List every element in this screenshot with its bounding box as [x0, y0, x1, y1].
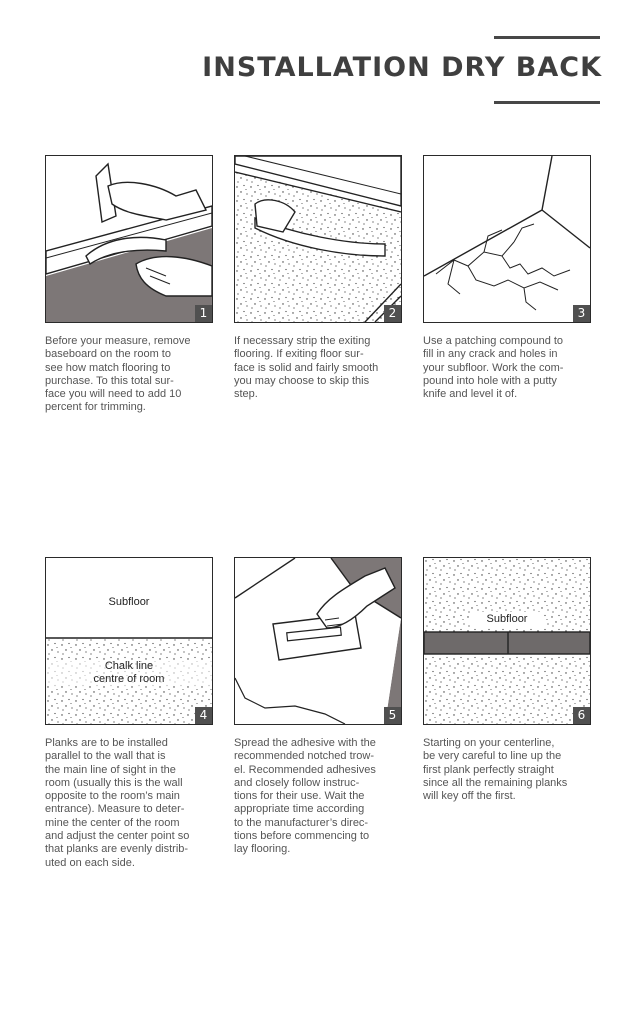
step-3-illustration — [423, 155, 591, 323]
step-2-number-badge: 2 — [384, 305, 401, 322]
step-4 — [45, 557, 213, 870]
step-6-number-badge: 6 — [573, 707, 590, 724]
step-3 — [423, 155, 591, 401]
step-6 — [423, 557, 591, 803]
step-2-description: If necessary strip the exiting flooring. If exiting floor sur- face is solid and fairly smooth you may choose to skip this step. — [234, 335, 379, 401]
subfloor-label: Subfloor — [486, 613, 528, 625]
step-5-illustration — [234, 557, 402, 725]
step-6-illustration — [423, 557, 591, 725]
step-1-number-badge: 1 — [195, 305, 212, 322]
step-1-illustration — [45, 155, 213, 323]
step-2 — [234, 155, 402, 401]
title-rule-top — [494, 36, 600, 39]
page-title: INSTALLATION DRY BACK — [202, 52, 602, 83]
step-6-description: Starting on your centerline, be very careful to line up the first plank perfectly straight since all the remaining planks will key off the first. — [423, 737, 568, 803]
step-3-description: Use a patching compound to fill in any crack and holes in your subfloor. Work the com- pound into hole with a putty knife and level it of. — [423, 335, 564, 401]
step-4-illustration — [45, 557, 213, 725]
step-4-number-badge: 4 — [195, 707, 212, 724]
step-5-description: Spread the adhesive with the recommended notched trow- el. Recommended adhesives and closely follow instruc- tions for their use. Wait the appropriate time according to the manufacturer’s direc- tions before commencing to lay flooring. — [234, 737, 376, 856]
subfloor-label: Subfloor — [108, 596, 150, 608]
step-5-number-badge: 5 — [384, 707, 401, 724]
step-1 — [45, 155, 213, 415]
step-5 — [234, 557, 402, 857]
title-rule-bottom — [494, 101, 600, 104]
chalk-line-label: Chalk line centre of room — [46, 660, 212, 686]
step-3-number-badge: 3 — [573, 305, 590, 322]
step-2-illustration — [234, 155, 402, 323]
step-1-description: Before your measure, remove baseboard on the room to see how match flooring to purchase. To this total sur- face you will need to add 10 percent for trimming. — [45, 335, 191, 414]
step-4-description: Planks are to be installed parallel to the wall that is the main line of sight in the room (usually this is the wall opposite to the room’s main entrance). Measure to deter- mine the center of the room and adjust the center point so that planks are evenly distrib- uted on each side. — [45, 737, 190, 869]
